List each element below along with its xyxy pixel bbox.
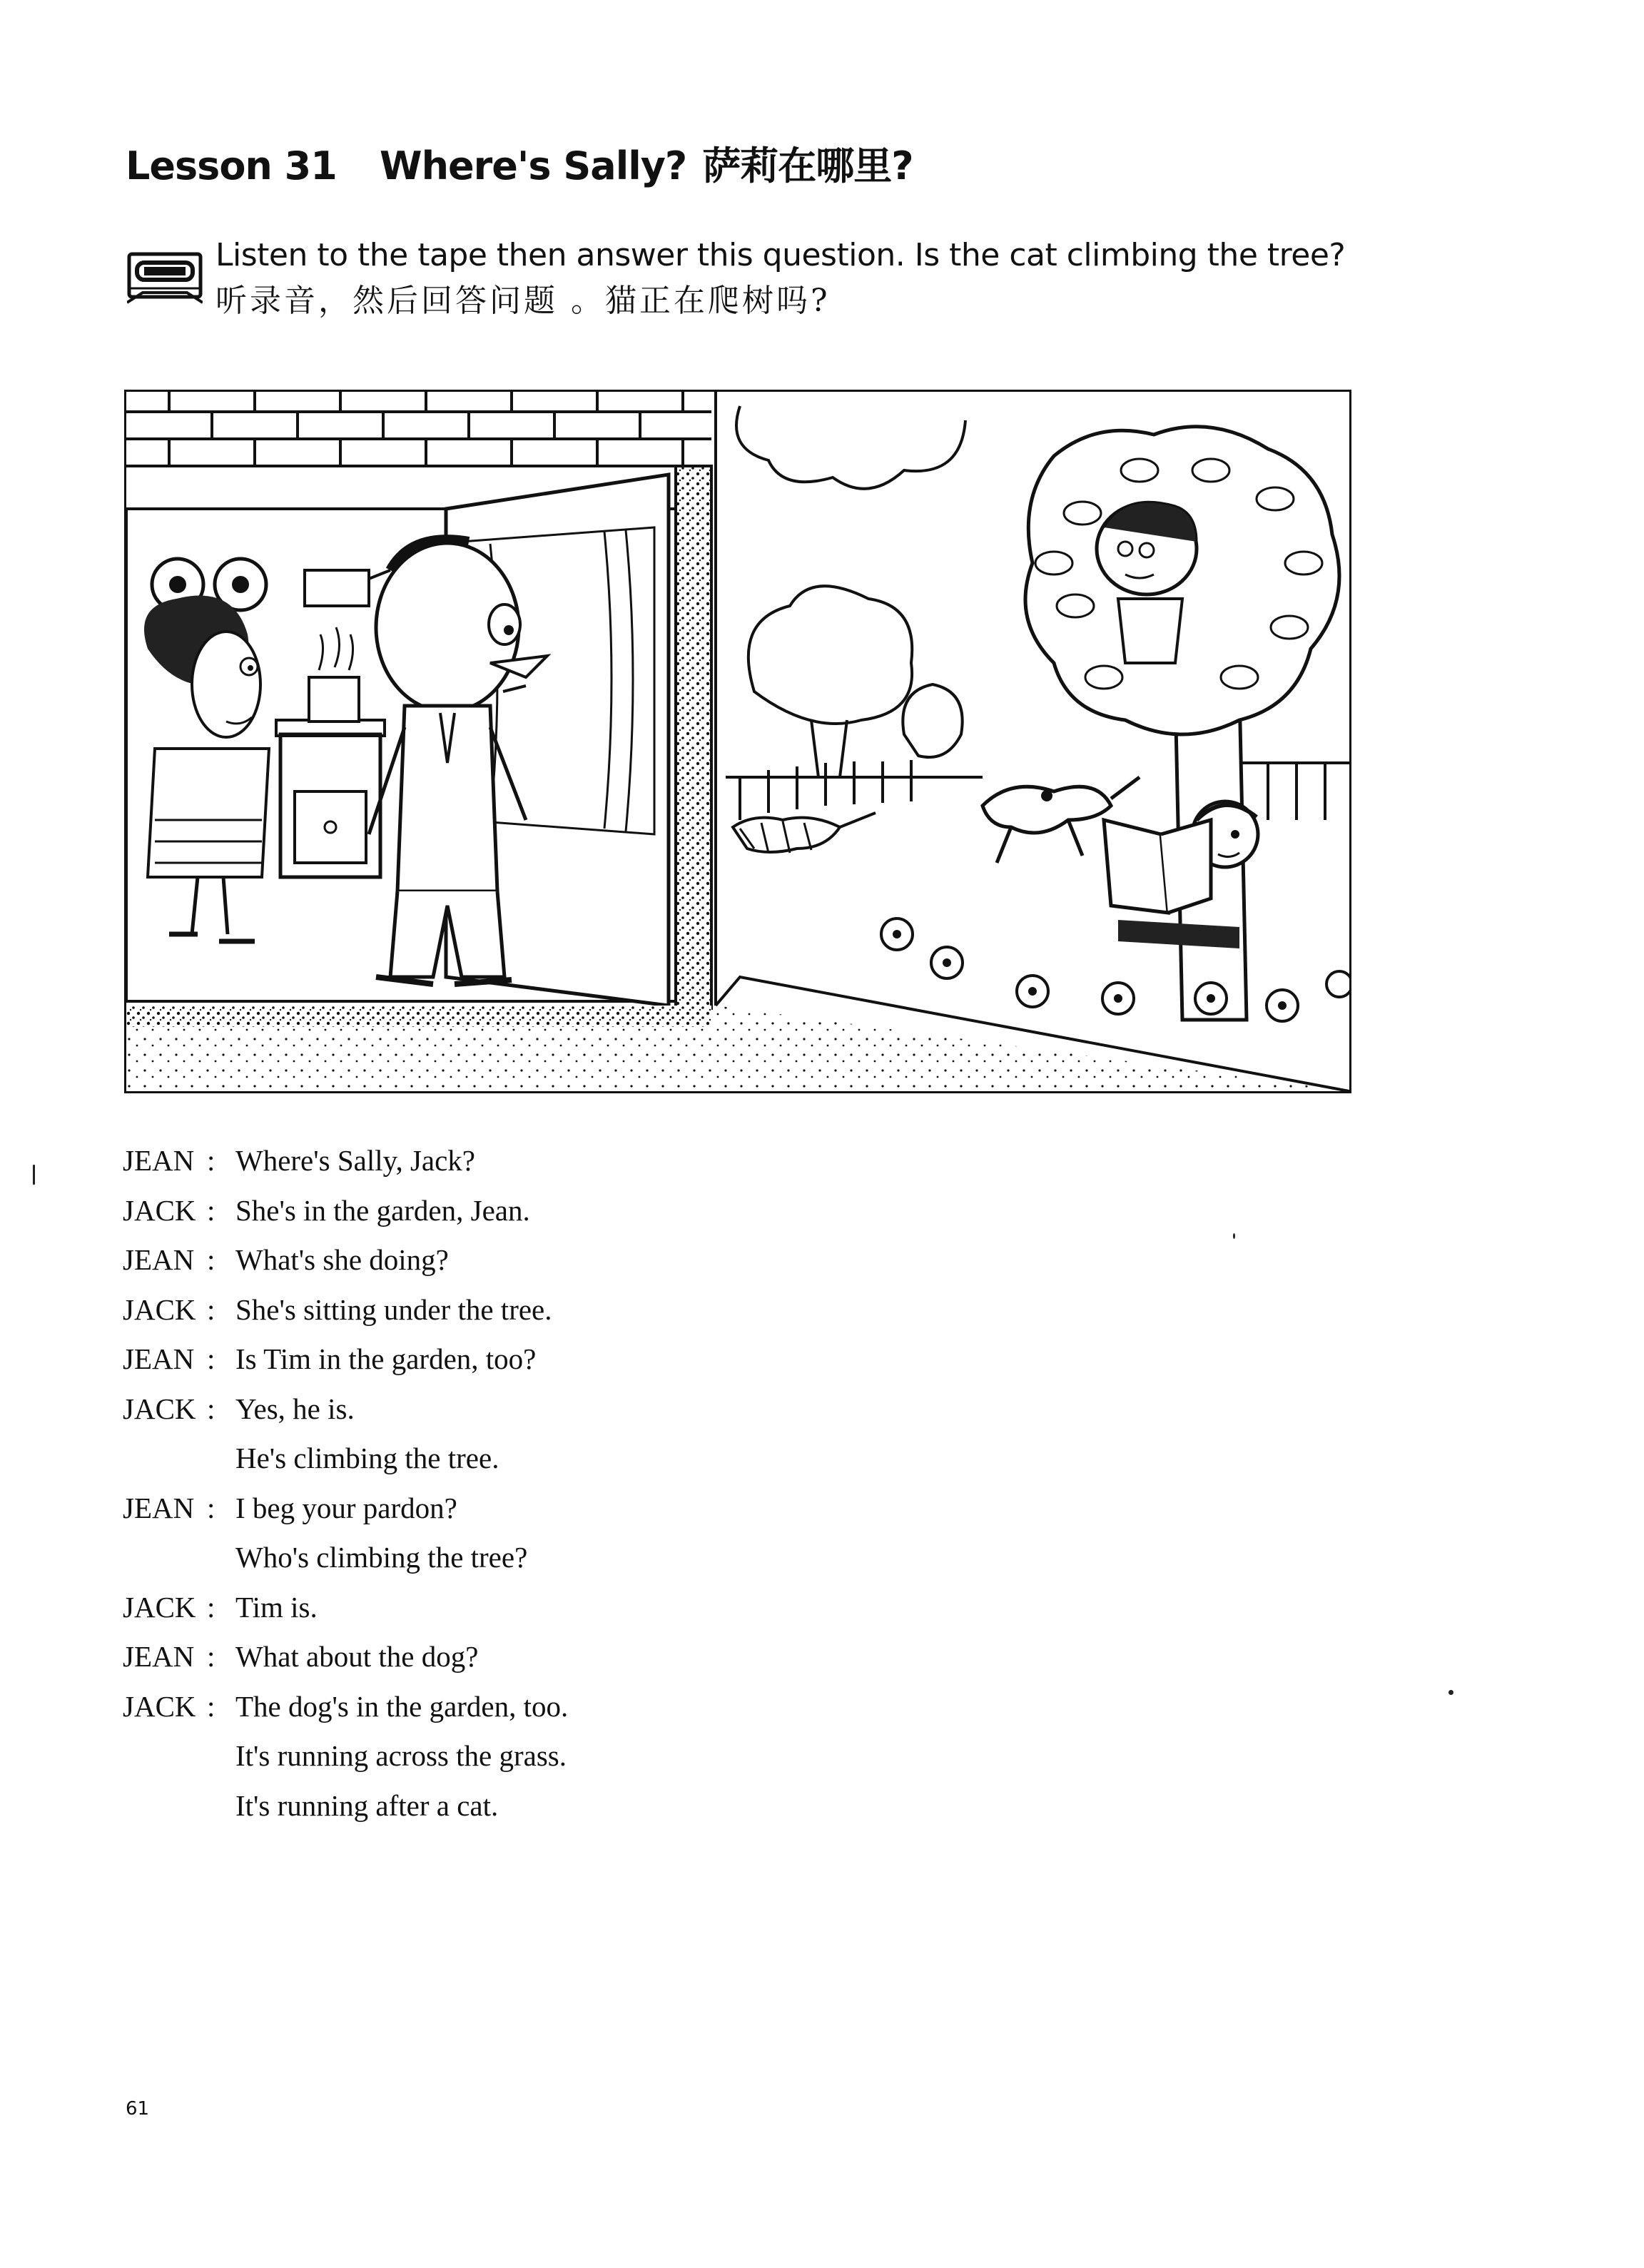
- instruction-chinese: 听录音，然后回答问题 。猫正在爬树吗?: [215, 283, 831, 319]
- speaker-colon: [207, 1731, 235, 1781]
- speaker: [123, 1731, 207, 1781]
- speech: What about the dog?: [235, 1640, 479, 1673]
- speech: Is Tim in the garden, too?: [235, 1342, 537, 1375]
- dialogue-line: [123, 1583, 568, 1633]
- speech: She's in the garden, Jean.: [235, 1193, 530, 1227]
- speaker-colon: :: [207, 1243, 215, 1276]
- dialogue-line: [123, 1731, 568, 1781]
- speaker: [123, 1434, 207, 1484]
- scan-speck: [33, 1165, 35, 1185]
- kitchen-scene: [126, 392, 711, 1091]
- dialogue-line: [123, 1136, 568, 1186]
- speaker: JACK: [123, 1590, 196, 1624]
- speaker: [123, 1781, 207, 1831]
- speaker: JACK: [123, 1292, 196, 1326]
- speaker: JACK: [123, 1392, 196, 1425]
- speech: She's sitting under the tree.: [235, 1292, 552, 1326]
- scan-speck: [1233, 1233, 1235, 1239]
- dialogue-line: [123, 1186, 568, 1236]
- speaker: JEAN: [123, 1491, 195, 1524]
- speech: He's climbing the tree.: [235, 1442, 499, 1474]
- speaker-colon: [207, 1781, 235, 1831]
- page-number: 61: [126, 2098, 150, 2120]
- dialogue-line: [123, 1285, 568, 1335]
- lesson-title-english: Where's Sally?: [380, 143, 687, 188]
- lesson-title: [126, 136, 913, 191]
- dialogue-line: [123, 1335, 568, 1384]
- speaker-colon: :: [207, 1590, 215, 1624]
- dialogue-line: [123, 1235, 568, 1285]
- speaker-colon: :: [207, 1491, 215, 1524]
- dialogue-line: [123, 1533, 568, 1583]
- lesson-number: Lesson 31: [126, 143, 337, 188]
- lesson-illustration: [124, 390, 1351, 1093]
- speech: Tim is.: [235, 1590, 318, 1624]
- dialogue-line: [123, 1632, 568, 1682]
- speech: Who's climbing the tree?: [235, 1541, 528, 1574]
- dialogue: [123, 1136, 568, 1831]
- dialogue-line: [123, 1682, 568, 1732]
- speaker-colon: :: [207, 1292, 215, 1326]
- speaker: JEAN: [123, 1640, 195, 1673]
- speaker-colon: :: [207, 1144, 215, 1177]
- speaker-colon: :: [207, 1689, 215, 1723]
- listening-instructions: [215, 233, 1345, 324]
- dialogue-line: [123, 1384, 568, 1434]
- speaker: JEAN: [123, 1342, 195, 1375]
- speaker: JACK: [123, 1193, 196, 1227]
- speaker-colon: [207, 1533, 235, 1583]
- dialogue-line: [123, 1484, 568, 1534]
- speaker-colon: :: [207, 1640, 215, 1673]
- speaker: JACK: [123, 1689, 196, 1723]
- speaker: JEAN: [123, 1243, 195, 1276]
- cassette-tape-icon: [127, 248, 203, 305]
- lesson-title-chinese: 萨莉在哪里?: [702, 143, 913, 188]
- speaker: JEAN: [123, 1144, 195, 1177]
- garden-scene: [716, 406, 1349, 1091]
- speaker-colon: :: [207, 1392, 215, 1425]
- speaker-colon: [207, 1434, 235, 1484]
- scan-speck: [1448, 1690, 1453, 1695]
- speech: What's she doing?: [235, 1243, 449, 1276]
- dialogue-line: [123, 1781, 568, 1831]
- speech: Yes, he is.: [235, 1392, 355, 1425]
- speech: It's running across the grass.: [235, 1739, 567, 1772]
- speech: It's running after a cat.: [235, 1788, 499, 1822]
- speech: I beg your pardon?: [235, 1491, 457, 1524]
- speaker-colon: :: [207, 1342, 215, 1375]
- speaker-colon: :: [207, 1193, 215, 1227]
- instruction-english: Listen to the tape then answer this question. Is the cat climbing the tree?: [215, 237, 1346, 273]
- dialogue-line: [123, 1434, 568, 1484]
- speech: The dog's in the garden, too.: [235, 1689, 569, 1723]
- speaker: [123, 1533, 207, 1583]
- speech: Where's Sally, Jack?: [235, 1144, 476, 1177]
